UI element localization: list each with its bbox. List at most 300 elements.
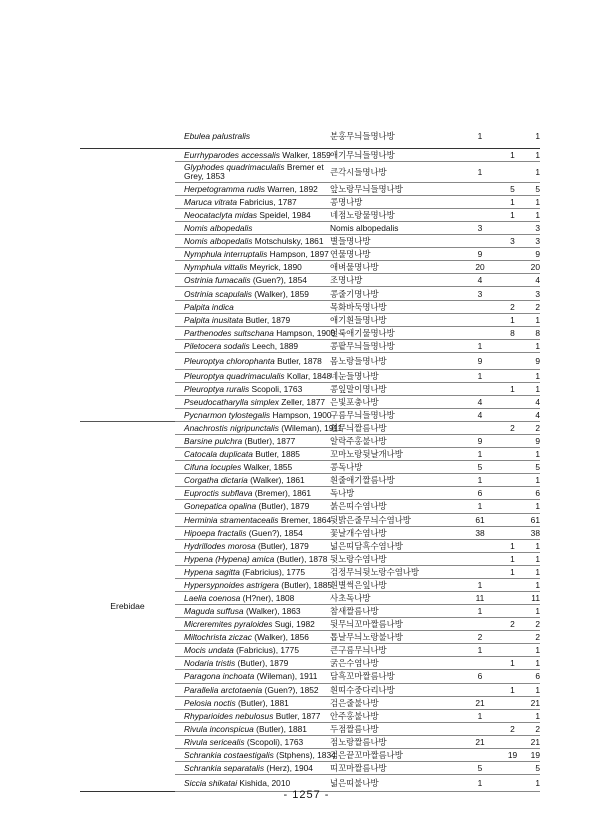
count-a: 1 [460, 605, 500, 618]
author: Speidel, 1984 [259, 210, 311, 221]
author: Kollar, 1848 [286, 370, 332, 381]
count-a [460, 657, 500, 670]
author: (Bremer), 1861 [254, 488, 312, 499]
count-total: 2 [525, 618, 540, 631]
korean-name: 애벼물명나방 [330, 261, 460, 274]
korean-name: 콩줄기명나방 [330, 287, 460, 300]
count-a: 1 [460, 500, 500, 513]
scientific-name [175, 313, 330, 326]
count-a: 38 [460, 526, 500, 539]
count-a [460, 722, 500, 735]
table-row [80, 126, 540, 146]
count-total: 1 [525, 644, 540, 657]
korean-name: 검은끝꼬마짤름나방 [330, 748, 460, 761]
count-total: 3 [525, 287, 540, 300]
count-total: 1 [525, 448, 540, 461]
binomial: Hipoepa fractalis [184, 527, 247, 538]
scientific-name [175, 162, 330, 183]
author: (Butler), 1879 [258, 540, 309, 551]
scientific-name [175, 274, 330, 287]
count-b [500, 222, 525, 235]
korean-name: 얼룩애기물명나방 [330, 326, 460, 339]
scientific-name [175, 487, 330, 500]
count-total: 21 [525, 696, 540, 709]
count-b [500, 461, 525, 474]
count-a: 61 [460, 513, 500, 526]
scientific-name [175, 339, 330, 352]
author: Butler, 1877 [275, 710, 321, 721]
scientific-name [175, 382, 330, 395]
count-total: 1 [525, 339, 540, 352]
author: (Butler), 1881 [238, 697, 289, 708]
count-a [460, 748, 500, 761]
binomial: Pseudocatharylla simplex [184, 396, 279, 407]
author: Scopoli, 1763 [251, 383, 303, 394]
binomial: Nymphula interruptalis [184, 249, 268, 260]
binomial: Herpetogramma rudis [184, 183, 265, 194]
scientific-name [175, 395, 330, 408]
count-a: 5 [460, 461, 500, 474]
count-total: 1 [525, 539, 540, 552]
scientific-name [175, 326, 336, 339]
scientific-name [175, 565, 330, 578]
binomial: Laelia coenosa [184, 593, 241, 604]
count-a: 9 [460, 435, 500, 448]
count-b: 5 [500, 182, 525, 195]
count-total: 1 [525, 709, 540, 722]
author: Sugi, 1982 [274, 619, 315, 630]
author: Hampson, 1900 [272, 409, 332, 420]
count-total: 6 [525, 487, 540, 500]
author: (Herz), 1904 [266, 763, 313, 774]
count-a: 6 [460, 487, 500, 500]
count-total: 1 [525, 775, 540, 792]
count-a: 3 [460, 287, 500, 300]
count-a: 1 [477, 131, 483, 141]
binomial: Hypena (Hypena) amica [184, 553, 275, 564]
korean-name: 톱날무늬노랑불나방 [330, 631, 460, 644]
count-total: 20 [525, 261, 540, 274]
count-a: 4 [460, 408, 500, 421]
scientific-name [175, 235, 330, 248]
binomial: Piletocera sodalis [184, 340, 250, 351]
korean-name: 애기무늬들명나방 [330, 149, 460, 162]
korean-name: 콩명나방 [330, 195, 460, 208]
korean-name: 알락주홍불나방 [330, 435, 460, 448]
count-total: 1 [525, 657, 540, 670]
count-b [500, 248, 525, 261]
binomial: Ostrinia fumacalis [184, 275, 251, 286]
count-a [460, 552, 500, 565]
author: Butler, 1879 [245, 314, 291, 325]
binomial: Schrankia separatalis [184, 763, 265, 774]
binomial: Anachrostis nigripunctalis [184, 423, 279, 433]
count-total: 2 [525, 722, 540, 735]
scientific-name [175, 248, 330, 261]
count-b: 1 [500, 657, 525, 670]
author: (Guen?), 1854 [252, 275, 307, 286]
count-total: 1 [525, 565, 540, 578]
author: (Scopoli), 1763 [246, 736, 304, 747]
count-a: 6 [460, 670, 500, 683]
count-b: 1 [500, 382, 525, 395]
korean-name: 검정무늬뒷노랑수염나방 [330, 565, 460, 578]
scientific-name [175, 149, 330, 162]
korean-name: 분홍무늬들명나방 [330, 131, 395, 141]
korean-name: 네점노랑물명나방 [330, 209, 460, 222]
binomial: Schrankia costaestigalis [184, 749, 274, 760]
author: (Butler), 1879 [237, 658, 289, 669]
count-total: 4 [525, 408, 540, 421]
scientific-name [175, 735, 330, 748]
scientific-name [175, 683, 330, 696]
count-a [460, 235, 500, 248]
count-b [500, 578, 525, 591]
binomial: Hypersypnoides astrigera [184, 579, 279, 590]
scientific-name [175, 500, 330, 513]
korean-name: 붉은띠수염나방 [330, 500, 460, 513]
count-total: 1 [525, 195, 540, 208]
count-a [460, 313, 500, 326]
scientific-name [175, 352, 330, 369]
count-total: 3 [525, 235, 540, 248]
table-row [80, 149, 540, 162]
binomial: Rhyparioides nebulosus [184, 710, 274, 721]
scientific-name [175, 182, 330, 195]
scientific-name [175, 696, 330, 709]
author: (Walker), 1859 [254, 288, 309, 299]
scientific-name [175, 408, 330, 421]
korean-name: 사초독나방 [330, 591, 460, 604]
author: Hampson, 1900 [276, 327, 336, 338]
count-b [500, 352, 525, 369]
count-a [460, 539, 500, 552]
count-b [500, 670, 525, 683]
author: (Butler), 1878 [276, 553, 328, 564]
binomial: Pelosia noctis [184, 697, 236, 708]
binomial: Palpita inusitata [184, 314, 244, 325]
count-total: 1 [525, 369, 540, 382]
scientific-name [175, 513, 330, 526]
korean-name: 독나방 [330, 487, 460, 500]
count-total: 1 [535, 131, 540, 141]
author: Motschulsky, 1861 [254, 236, 324, 247]
author: (Butler), 1885 [281, 579, 333, 590]
count-a: 1 [460, 578, 500, 591]
count-b [500, 274, 525, 287]
count-a [460, 618, 500, 631]
count-total: 9 [525, 435, 540, 448]
count-b [500, 644, 525, 657]
binomial: Siccia shikatai [184, 777, 238, 788]
author: (Butler), 1879 [258, 501, 310, 512]
count-a: 3 [460, 222, 500, 235]
binomial: Nodaria tristis [184, 658, 236, 669]
author: (Wileman), 1911 [281, 423, 343, 433]
binomial: Euproctis subflava [184, 488, 253, 499]
scientific-name [175, 657, 330, 670]
count-b [500, 591, 525, 604]
scientific-name [175, 526, 330, 539]
scientific-name [175, 435, 330, 448]
count-total: 21 [525, 735, 540, 748]
binomial: Maguda suffusa [184, 606, 244, 617]
count-b [500, 261, 525, 274]
scientific-name [175, 222, 330, 235]
count-total: 1 [525, 313, 540, 326]
count-total: 1 [525, 149, 540, 162]
author: Butler, 1878 [277, 355, 322, 366]
binomial: Miltochrista ziczac [184, 632, 252, 643]
binomial: Neocataclyta midas [184, 210, 258, 221]
korean-name: 흰무늬짤름나방 [330, 421, 460, 434]
binomial: Pleuroptya quadrimaculalis [184, 370, 285, 381]
family-name: Erebidae [80, 421, 175, 791]
binomial: Glyphodes quadrimaculalis [184, 161, 285, 172]
count-a: 1 [460, 339, 500, 352]
count-a: 1 [460, 709, 500, 722]
count-total: 11 [525, 591, 540, 604]
author: Walker, 1855 [243, 462, 293, 473]
binomial: Herminia stramentacealis [184, 514, 279, 525]
count-total: 2 [525, 631, 540, 644]
binomial: Micreremites pyraloides [184, 619, 273, 630]
count-total: 4 [525, 395, 540, 408]
count-a: 21 [460, 696, 500, 709]
count-a: 4 [460, 395, 500, 408]
count-b: 1 [500, 552, 525, 565]
count-total: 38 [525, 526, 540, 539]
binomial: Cifuna locuples [184, 462, 242, 473]
count-b [500, 287, 525, 300]
count-total: 2 [525, 421, 540, 434]
korean-name: 콩독나방 [330, 461, 460, 474]
korean-name: 넓은띠불나방 [330, 775, 460, 792]
count-a [460, 209, 500, 222]
count-b [500, 435, 525, 448]
korean-name: 띠꼬마짤름나방 [330, 762, 460, 775]
count-total: 1 [525, 209, 540, 222]
scientific-name [175, 722, 330, 735]
count-b [500, 696, 525, 709]
author: (Guen?), 1854 [248, 527, 303, 538]
scientific-name [175, 762, 330, 775]
author: (Butler), 1877 [244, 436, 296, 447]
count-b: 2 [500, 421, 525, 434]
count-a: 1 [460, 162, 500, 183]
count-a: 21 [460, 735, 500, 748]
count-total: 1 [525, 683, 540, 696]
count-total: 9 [525, 352, 540, 369]
korean-name: 콩팥무늬들명나방 [330, 339, 460, 352]
count-a [460, 149, 500, 162]
count-a [460, 182, 500, 195]
count-b: 1 [500, 565, 525, 578]
binomial: Corgatha dictaria [184, 475, 248, 486]
count-total: 1 [525, 578, 540, 591]
page-number: - 1257 - [283, 789, 330, 801]
korean-name: 은빛포충나방 [330, 395, 460, 408]
korean-name: 점노랑짤름나방 [330, 735, 460, 748]
count-total: 4 [525, 274, 540, 287]
scientific-name [175, 552, 330, 565]
scientific-name [175, 195, 330, 208]
author: Warren, 1892 [267, 183, 318, 194]
count-a [460, 421, 500, 434]
scientific-name [175, 421, 343, 434]
korean-name: 꼬마노랑뒷날개나방 [330, 448, 460, 461]
count-total: 1 [525, 500, 540, 513]
binomial: Eurrhyparodes accessalis [184, 150, 280, 161]
count-b: 2 [500, 300, 525, 313]
count-total: 8 [525, 326, 540, 339]
count-b: 19 [500, 748, 525, 761]
count-b: 1 [500, 209, 525, 222]
korean-name: 큰각시들명나방 [330, 162, 460, 183]
korean-name: 연물명나방 [330, 248, 460, 261]
count-b [500, 605, 525, 618]
count-b [500, 487, 525, 500]
scientific-name [175, 261, 330, 274]
author: (Walker), 1856 [254, 632, 309, 643]
count-a [460, 300, 500, 313]
author: Butler, 1885 [255, 449, 300, 460]
binomial: Barsine pulchra [184, 436, 243, 447]
author: Kishida, 2010 [239, 777, 291, 788]
binomial: Rivula inconspicua [184, 723, 254, 734]
scientific-name [175, 618, 330, 631]
korean-name: 참새짤름나방 [330, 605, 460, 618]
count-total: 1 [525, 474, 540, 487]
korean-name: 별들명나방 [330, 235, 460, 248]
korean-name: 앞노랑무늬들명나방 [330, 182, 460, 195]
scientific-name [175, 631, 330, 644]
binomial: Nomis albopedalis [184, 223, 253, 234]
count-a [460, 683, 500, 696]
scientific-name [175, 670, 330, 683]
author: Hampson, 1897 [269, 249, 329, 260]
binomial: Catocala duplicata [184, 449, 253, 460]
author: Leech, 1889 [251, 340, 299, 351]
binomial: Paragona inchoata [184, 671, 255, 682]
author: (Walker), 1861 [250, 475, 305, 486]
count-b: 8 [500, 326, 525, 339]
korean-name: 흰줄애기짤름나방 [330, 474, 460, 487]
count-b [500, 162, 525, 183]
binomial: Maruca vitrata [184, 196, 238, 207]
count-a: 5 [460, 762, 500, 775]
family-name [80, 149, 175, 422]
count-b [500, 369, 525, 382]
binomial: Parallelia arctotaenia [184, 684, 263, 695]
korean-name: 목화바둑명나방 [330, 300, 460, 313]
binomial: Hydrillodes morosa [184, 540, 256, 551]
count-total: 2 [525, 300, 540, 313]
count-b [500, 395, 525, 408]
count-a: 20 [460, 261, 500, 274]
korean-name: 굵은수염나방 [330, 657, 460, 670]
korean-name: 흰별썩은잎나방 [330, 578, 460, 591]
scientific-name [175, 591, 330, 604]
count-a: 11 [460, 591, 500, 604]
scientific-name [175, 605, 330, 618]
binomial: Parthenodes sultschana [184, 327, 274, 338]
count-total: 1 [525, 382, 540, 395]
korean-name: 콩잎말이명나방 [330, 382, 460, 395]
count-b: 1 [500, 149, 525, 162]
count-total: 9 [525, 248, 540, 261]
count-a: 9 [460, 352, 500, 369]
count-b [500, 339, 525, 352]
count-total: 5 [525, 762, 540, 775]
table-row [80, 421, 540, 434]
count-a: 1 [460, 369, 500, 382]
count-a: 1 [460, 775, 500, 792]
scientific-name [175, 474, 330, 487]
korean-name: 뒷밝은줄무늬수염나방 [330, 513, 460, 526]
korean-name: 흰띠수중다리나방 [330, 683, 460, 696]
count-b: 1 [500, 313, 525, 326]
count-a [460, 565, 500, 578]
binomial: Nomis albopedalis [184, 236, 253, 247]
count-b [500, 408, 525, 421]
author: (H?ner), 1808 [242, 593, 295, 604]
author: Meyrick, 1890 [249, 262, 302, 273]
author: (Walker), 1863 [245, 606, 301, 617]
count-a: 1 [460, 644, 500, 657]
count-b [500, 735, 525, 748]
count-total: 1 [525, 162, 540, 183]
scientific-name [175, 300, 330, 313]
author: (Fabricius), 1775 [242, 566, 306, 577]
korean-name: 네눈들명나방 [330, 369, 460, 382]
count-a: 2 [460, 631, 500, 644]
count-a [460, 195, 500, 208]
scientific-name: Ebulea palustralis [184, 131, 251, 141]
count-b [500, 448, 525, 461]
korean-name: 애기흰들명나방 [330, 313, 460, 326]
count-total: 1 [525, 552, 540, 565]
scientific-name [175, 644, 330, 657]
author: Fabricius, 1787 [239, 196, 297, 207]
count-b [500, 709, 525, 722]
korean-name: Nomis albopedalis [330, 222, 460, 235]
count-total: 61 [525, 513, 540, 526]
author: Bremer, 1864 [280, 514, 332, 525]
author: Walker, 1859 [282, 150, 331, 161]
count-total: 19 [525, 748, 540, 761]
count-b [500, 526, 525, 539]
binomial: Gonepatica opalina [184, 501, 257, 512]
scientific-name [175, 369, 330, 382]
count-b [500, 474, 525, 487]
binomial: Pleuroptya chlorophanta [184, 355, 275, 366]
korean-name: 큰구름무늬나방 [330, 644, 460, 657]
count-a: 1 [460, 474, 500, 487]
scientific-name [175, 209, 330, 222]
korean-name: 조명나방 [330, 274, 460, 287]
author: (Guen?), 1852 [264, 684, 319, 695]
count-b [500, 513, 525, 526]
author: (Butler), 1881 [256, 723, 307, 734]
count-a: 4 [460, 274, 500, 287]
korean-name: 두점짤름나방 [330, 722, 460, 735]
binomial: Nymphula vittalis [184, 262, 248, 273]
korean-name: 꽃날개수염나방 [330, 526, 460, 539]
count-b [500, 631, 525, 644]
scientific-name [175, 748, 336, 761]
species-table [80, 148, 540, 792]
